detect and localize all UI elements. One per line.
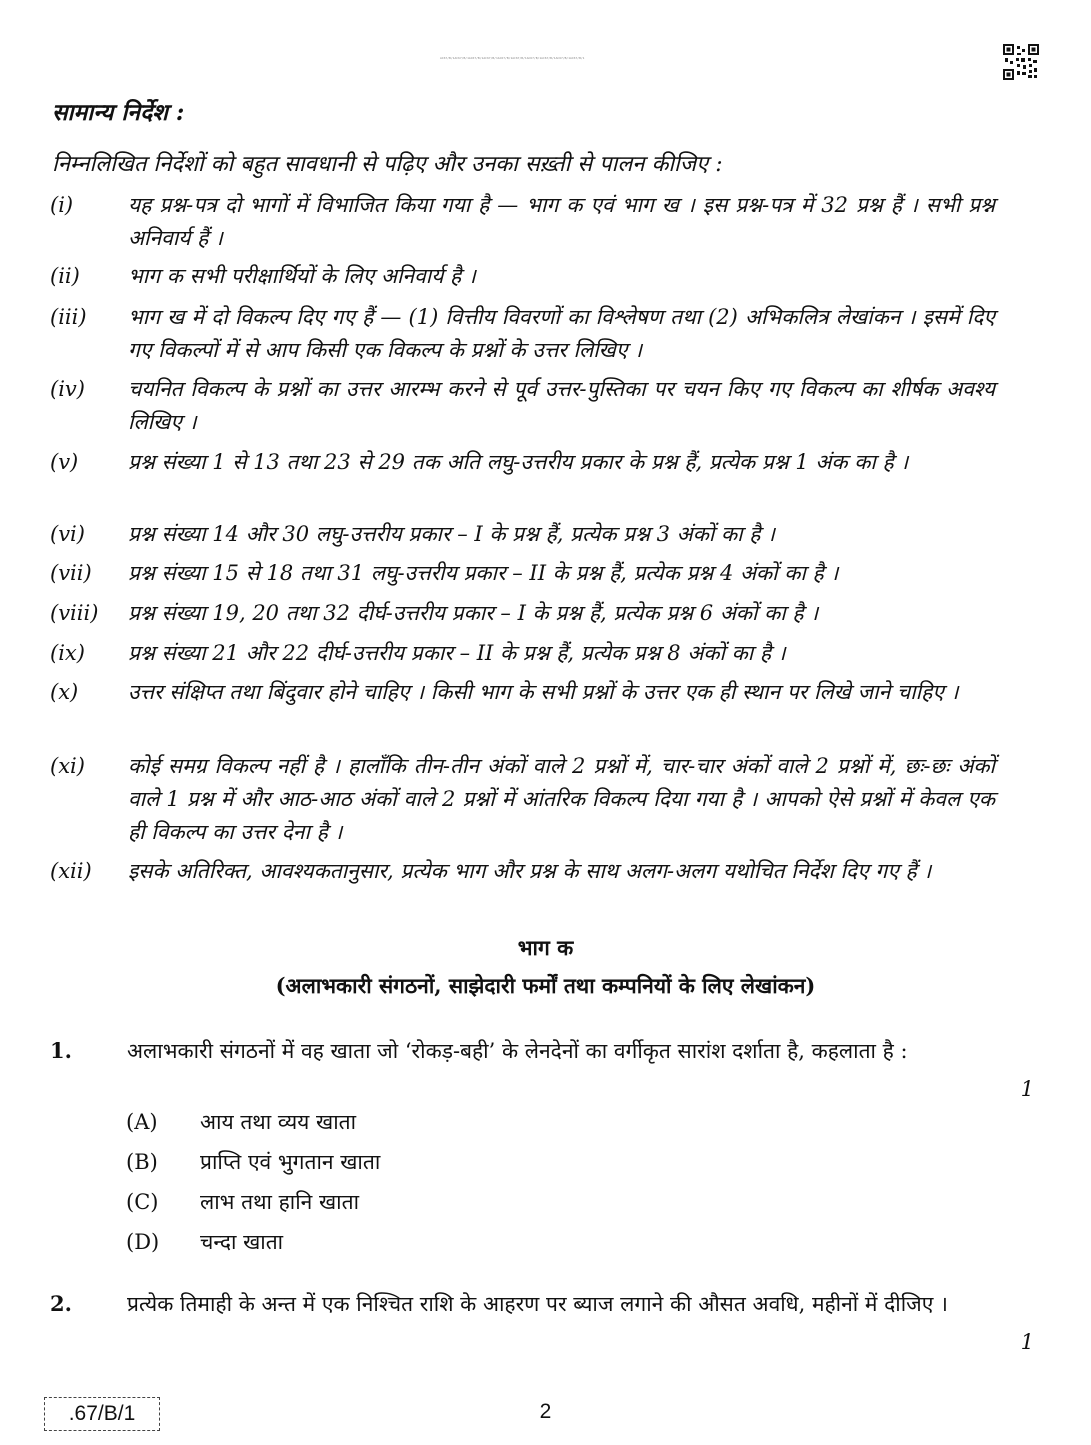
instruction-text: यह प्रश्न-पत्र दो भागों में विभाजित किया गया है — भाग क एवं भाग ख । इस प्रश्न-पत्र में 32 प्रश्न हैं । सभी प्रश्न अनिवार्य हैं । [128,193,995,250]
question-marks: 1 [1020,1330,1034,1354]
micro-text-strip: AC67/B/1AC67/B/1AC67/B/1AC67/B/1AC67/B/1AC67/B/1AC67/B/1AC67/B/1AC67/B/1AC67/B/1 [440,56,585,60]
option-label: (B) [126,1150,158,1174]
instruction-number: (v) [50,450,79,474]
option-text: आय तथा व्यय खाता [200,1110,357,1134]
instruction-number: (x) [50,680,79,704]
instruction-number: (xii) [50,859,92,883]
question-item [50,1287,1040,1354]
instruction-text: प्रश्न संख्या 19, 20 तथा 32 दीर्घ-उत्तरीय प्रकार – I के प्रश्न हैं, प्रत्येक प्रश्न 6 अंकों का है । [128,601,819,625]
option-text: प्राप्ति एवं भुगतान खाता [200,1150,381,1174]
instruction-text: भाग ख में दो विकल्प दिए गए हैं — (1) वित्तीय विवरणों का विश्लेषण तथा (2) अभिकलित्र लेखांकन । इसमें दिए गए विकल्पों में से आप किसी एक विकल्प के प्रश्नों के उत्तर लिखिए । [128,305,995,362]
instruction-text: चयनित विकल्प के प्रश्नों का उत्तर आरम्भ करने से पूर्व उत्तर-पुस्तिका पर चयन किए गए विकल्प का शीर्षक अवश्य लिखिए । [128,377,995,434]
instruction-item [50,518,995,551]
instruction-number: (xi) [50,754,85,778]
instruction-item [50,189,995,255]
instruction-item [50,301,995,367]
question-number: 1. [50,1038,72,1063]
section-subtitle: (अलाभकारी संगठनों, साझेदारी फर्मों तथा कम्पनियों के लिए लेखांकन) [275,973,816,998]
instruction-number: (iv) [50,377,85,401]
instruction-text: प्रश्न संख्या 14 और 30 लघु-उत्तरीय प्रकार – I के प्रश्न हैं, प्रत्येक प्रश्न 3 अंकों का है । [128,522,775,546]
instruction-text: इसके अतिरिक्त, आवश्यकतानुसार, प्रत्येक भाग और प्रश्न के साथ अलग-अलग यथोचित निर्देश दिए गए हैं । [128,859,932,883]
instruction-text: कोई समग्र विकल्प नहीं है । हालाँकि तीन-तीन अंकों वाले 2 प्रश्नों में, चार-चार अंकों वाले 2 प्रश्नों में, छः-छः अंकों वाले 1 प्रश्न में और आठ-आठ अंकों वाले 2 प्रश्नों में आंतरिक विकल्प दिया गया है । आपको ऐसे प्रश्नों में केवल एक ही विकल्प का उत्तर देना है । [128,754,995,844]
instruction-item [50,637,995,670]
option-item [126,1108,356,1136]
question-marks: 1 [1020,1077,1034,1101]
option-label: (C) [126,1190,159,1214]
section-title: भाग क [517,935,574,960]
instruction-number: (vii) [50,561,92,585]
question-item [50,1034,1040,1101]
option-label: (A) [126,1110,158,1134]
qr-code-icon [1003,44,1039,80]
instruction-text: उत्तर संक्षिप्त तथा बिंदुवार होने चाहिए । किसी भाग के सभी प्रश्नों के उत्तर एक ही स्थान पर लिखे जाने चाहिए । [128,680,959,704]
instruction-item [50,855,995,888]
general-instructions-heading: सामान्य निर्देश : [52,99,185,126]
instruction-item [50,373,995,439]
instruction-number: (vi) [50,522,85,546]
question-number: 2. [50,1291,72,1316]
question-text: प्रत्येक तिमाही के अन्त में एक निश्चित राशि के आहरण पर ब्याज लगाने की औसत अवधि, महीनों में दीजिए । [127,1292,948,1316]
option-item [126,1188,359,1216]
instruction-number: (ii) [50,264,80,288]
instruction-text: भाग क सभी परीक्षार्थियों के लिए अनिवार्य है । [128,264,476,288]
question-text: अलाभकारी संगठनों में वह खाता जो ‘रोकड़-बही’ के लेनदेनों का वर्गीकृत सारांश दर्शाता है, कहलाता है : [127,1039,908,1063]
paper-code-box: .67/B/1 [44,1397,160,1431]
instruction-text: प्रश्न संख्या 1 से 13 तथा 23 से 29 तक अति लघु-उत्तरीय प्रकार के प्रश्न हैं, प्रत्येक प्रश्न 1 अंक का है । [128,450,909,474]
instruction-item [50,557,995,590]
instruction-item [50,750,995,849]
instruction-item [50,260,995,293]
instruction-item [50,597,995,630]
instruction-number: (iii) [50,305,87,329]
instruction-text: प्रश्न संख्या 21 और 22 दीर्घ-उत्तरीय प्रकार – II के प्रश्न हैं, प्रत्येक प्रश्न 8 अंकों का है । [128,641,786,665]
instruction-item [50,676,995,709]
instruction-number: (ix) [50,641,85,665]
instruction-text: प्रश्न संख्या 15 से 18 तथा 31 लघु-उत्तरीय प्रकार – II के प्रश्न हैं, प्रत्येक प्रश्न 4 अंकों का है । [128,561,839,585]
general-instructions-intro: निम्नलिखित निर्देशों को बहुत सावधानी से पढ़िए और उनका सख़्ती से पालन कीजिए : [52,152,723,177]
option-label: (D) [126,1230,160,1254]
option-text: चन्दा खाता [200,1230,284,1254]
instruction-number: (i) [50,193,74,217]
instruction-number: (viii) [50,601,99,625]
option-item [126,1228,283,1256]
option-text: लाभ तथा हानि खाता [200,1190,360,1214]
option-item [126,1148,380,1176]
instruction-item [50,446,995,479]
page-number: 2 [539,1400,552,1423]
